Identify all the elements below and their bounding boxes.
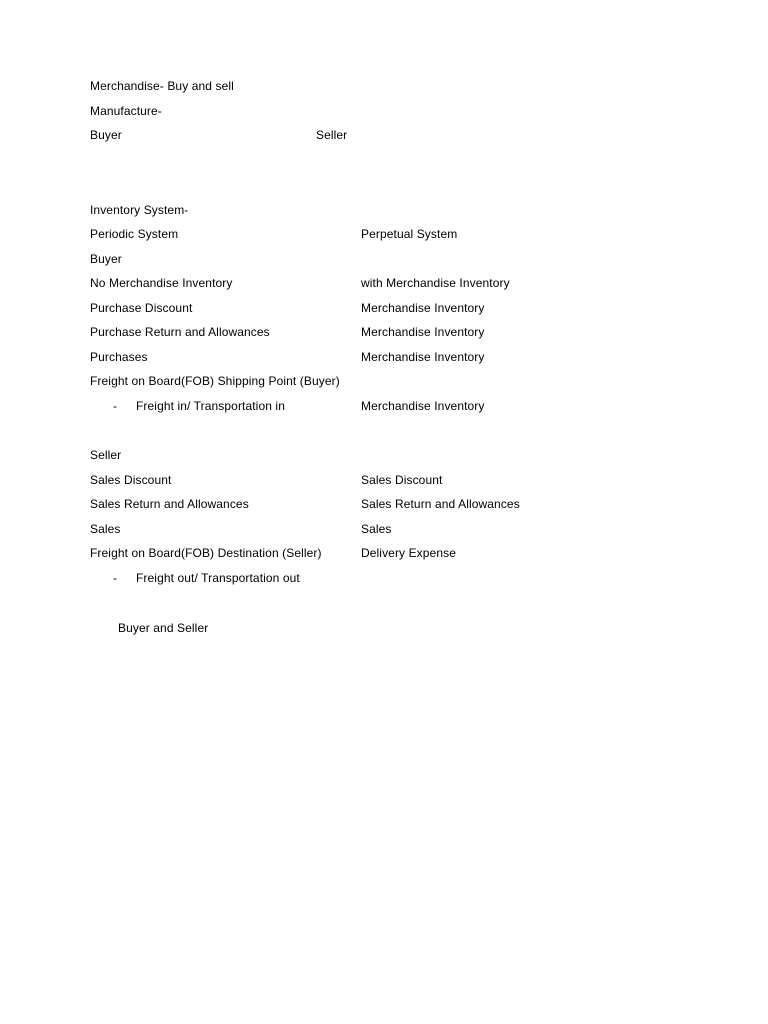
intro-buyer-label: Buyer [90,128,122,142]
inventory-system-heading: Inventory System- [90,203,189,217]
buyer-periodic-item: Purchases [90,350,148,364]
buyer-and-seller-heading: Buyer and Seller [118,621,209,635]
buyer-periodic-item: No Merchandise Inventory [90,276,233,290]
periodic-system-heading: Periodic System [90,227,179,241]
buyer-perpetual-item: Merchandise Inventory [361,350,485,364]
buyer-section-heading: Buyer [90,252,122,266]
seller-periodic-item: Sales Discount [90,473,172,487]
buyer-perpetual-item: Merchandise Inventory [361,325,485,339]
manufacture-label: Manufacture- [90,104,162,118]
freight-out-item: Freight out/ Transportation out [136,571,300,585]
buyer-periodic-item: Purchase Return and Allowances [90,325,270,339]
buyer-fob-line: Freight on Board(FOB) Shipping Point (Buyer) [90,374,340,388]
perpetual-system-heading: Perpetual System [361,227,458,241]
bullet-dash: - [113,571,118,585]
seller-perpetual-item: Delivery Expense [361,546,456,560]
freight-in-item: Freight in/ Transportation in [136,399,285,413]
seller-perpetual-item: Sales [361,522,392,536]
buyer-periodic-item: Purchase Discount [90,301,193,315]
seller-periodic-item: Sales [90,522,121,536]
seller-perpetual-item: Sales Discount [361,473,443,487]
seller-periodic-item: Freight on Board(FOB) Destination (Seller) [90,546,322,560]
freight-in-perpetual-item: Merchandise Inventory [361,399,485,413]
seller-section-heading: Seller [90,448,122,462]
intro-seller-label: Seller [316,128,348,142]
merchandise-definition: Merchandise- Buy and sell [90,79,234,93]
seller-perpetual-item: Sales Return and Allowances [361,497,520,511]
seller-periodic-item: Sales Return and Allowances [90,497,249,511]
buyer-perpetual-item: with Merchandise Inventory [361,276,510,290]
bullet-dash: - [113,399,118,413]
buyer-perpetual-item: Merchandise Inventory [361,301,485,315]
